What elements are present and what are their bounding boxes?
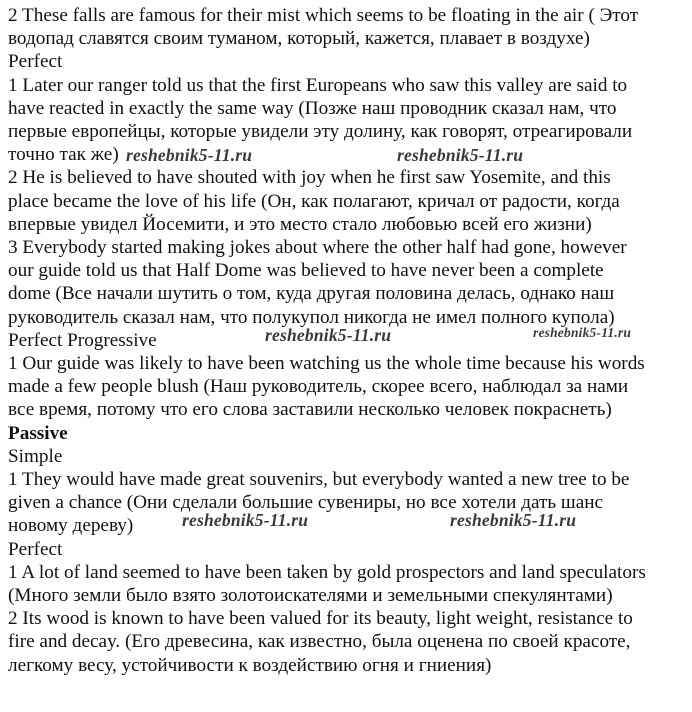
section-heading-passive: Passive — [8, 422, 68, 444]
text-line: все время, потому что его слова заставили несколько человек покраснеть) — [8, 399, 612, 421]
section-heading-perfect-progressive: Perfect Progressive — [8, 329, 157, 351]
watermark: reshebnik5-11.ru — [265, 325, 392, 345]
text-line: впервые увидел Йосемити, и это место стало любовью всей его жизни) — [8, 213, 592, 235]
text-line: 3 Everybody started making jokes about where the other half had gone, however — [8, 237, 627, 259]
text-line: given a chance (Они сделали большие сувениры, но все хотели дать шанс — [8, 492, 603, 514]
text-line: fire and decay. (Его древесина, как известно, была оценена по своей красоте, — [8, 631, 631, 653]
text-line: 1 They would have made great souvenirs, but everybody wanted a new tree to be — [8, 469, 630, 491]
text-line: made a few people blush (Наш руководитель, скорее всего, наблюдал за нами — [8, 376, 629, 398]
text-line: dome (Все начали шутить о том, куда другая половина делась, однако наш — [8, 283, 615, 305]
text-line: водопад славятся своим туманом, который, кажется, плавает в воздухе) — [8, 28, 590, 50]
text-line: легкому весу, устойчивости к воздействию огня и гниения) — [8, 654, 492, 676]
text-line: 1 A lot of land seemed to have been taken by gold prospectors and land speculators — [8, 561, 646, 583]
text-line: 2 He is believed to have shouted with joy when he first saw Yosemite, and this — [8, 167, 611, 189]
section-heading-simple: Simple — [8, 445, 63, 467]
watermark: reshebnik5-11.ru — [182, 510, 309, 530]
text-line: place became the love of his life (Он, как полагают, кричал от радости, когда — [8, 190, 620, 212]
watermark: reshebnik5-11.ru — [126, 145, 253, 165]
text-line: точно так же) — [8, 144, 119, 166]
text-line: 2 These falls are famous for their mist which seems to be floating in the air ( Этот — [8, 5, 639, 26]
watermark: reshebnik5-11.ru — [533, 325, 632, 340]
text-line: первые европейцы, которые увидели эту долину, как говорят, отреагировали — [8, 121, 633, 143]
section-heading-perfect: Perfect — [8, 538, 63, 560]
watermark: reshebnik5-11.ru — [397, 145, 524, 165]
text-line: our guide told us that Half Dome was believed to have never been a complete — [8, 260, 604, 282]
text-line: 2 Its wood is known to have been valued for its beauty, light weight, resistance to — [8, 608, 633, 630]
text-line: новому дереву) — [8, 515, 134, 537]
section-heading-perfect: Perfect — [8, 51, 63, 73]
text-line: руководитель сказал нам, что полукупол никогда не имел полного купола) — [8, 306, 615, 328]
watermark: reshebnik5-11.ru — [450, 510, 577, 530]
text-line: have reacted in exactly the same way (Позже наш проводник сказал нам, что — [8, 97, 617, 119]
text-line: 1 Our guide was likely to have been watching us the whole time because his words — [8, 353, 645, 375]
text-line: (Много земли было взято золотоискателями и земельными спекулянтами) — [8, 585, 613, 607]
text-line: 1 Later our ranger told us that the first Europeans who saw this valley are said to — [8, 74, 628, 96]
